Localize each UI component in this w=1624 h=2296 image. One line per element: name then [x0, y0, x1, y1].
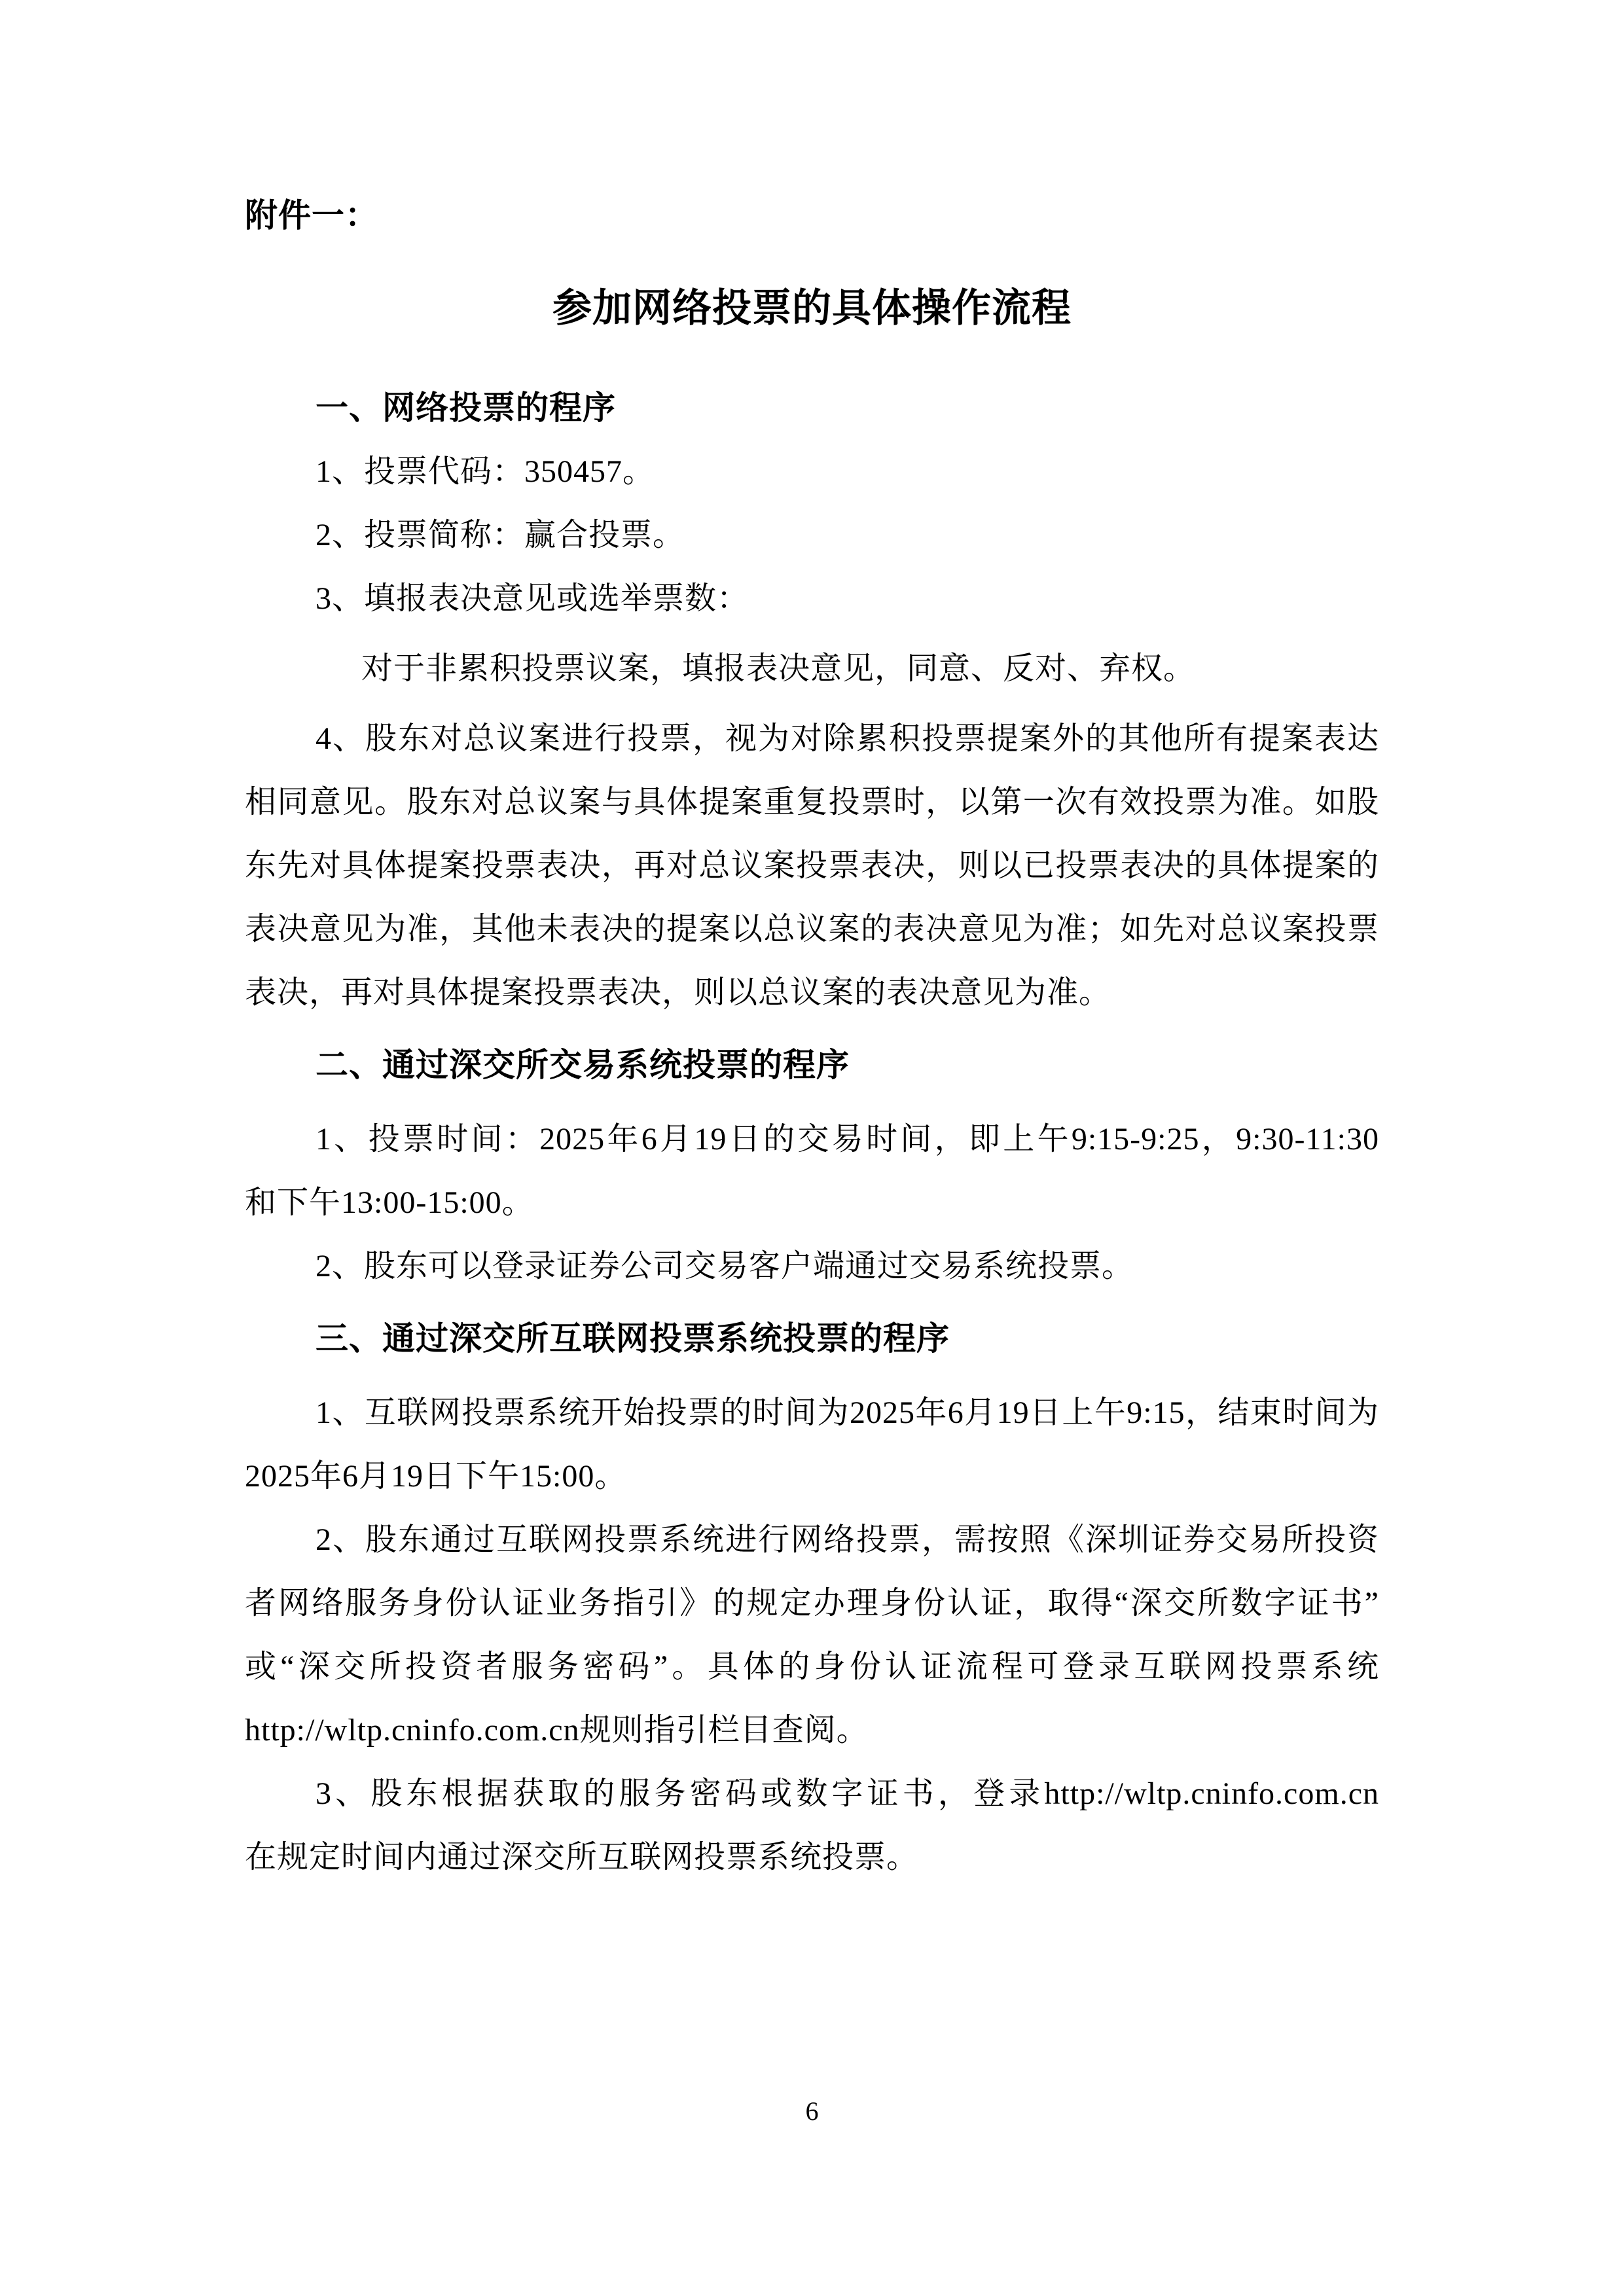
text-line: 1、投票时间：2025年6月19日的交易时间，即上午9:15-9:25，9:30-11:30 [316, 1122, 1379, 1157]
text-line: 3、填报表决意见或选举票数： [316, 581, 749, 616]
text-line: 3、股东根据获取的服务密码或数字证书，登录http://wltp.cninfo.com.cn [316, 1776, 1379, 1811]
text-line: 者网络服务身份认证业务指引》的规定办理身份认证，取得“深交所数字证书” [245, 1586, 1379, 1621]
attachment-label: 附件一： [245, 197, 378, 234]
document-body [245, 184, 1379, 1889]
text-line: 4、股东对总议案进行投票，视为对除累积投票提案外的其他所有提案表达 [316, 721, 1379, 756]
section-3-heading: 三、通过深交所互联网投票系统投票的程序 [316, 1320, 950, 1357]
document-title: 参加网络投票的具体操作流程 [552, 287, 1072, 330]
text-line: 1、互联网投票系统开始投票的时间为2025年6月19日上午9:15，结束时间为 [316, 1395, 1379, 1430]
text-line: 东先对具体提案投票表决，再对总议案投票表决，则以已投票表决的具体提案的 [245, 848, 1379, 883]
text-line: 对于非累积投票议案，填报表决意见，同意、反对、弃权。 [361, 651, 1196, 686]
text-line: 和下午13:00-15:00。 [245, 1185, 534, 1220]
text-line: 1、投票代码：350457。 [316, 454, 655, 489]
section-2-heading: 二、通过深交所交易系统投票的程序 [316, 1047, 850, 1083]
text-line: 2、股东可以登录证券公司交易客户端通过交易系统投票。 [316, 1249, 1134, 1283]
text-line: 表决，再对具体提案投票表决，则以总议案的表决意见为准。 [245, 975, 1111, 1010]
text-line: 表决意见为准，其他未表决的提案以总议案的表决意见为准；如先对总议案投票 [245, 912, 1379, 946]
text-line: 2、投票简称：赢合投票。 [316, 518, 685, 552]
text-line: 或“深交所投资者服务密码”。具体的身份认证流程可登录互联网投票系统 [245, 1649, 1379, 1684]
text-line: 在规定时间内通过深交所互联网投票系统投票。 [245, 1840, 919, 1874]
text-line: 2025年6月19日下午15:00。 [245, 1459, 627, 1494]
page-number: 6 [805, 2096, 819, 2126]
section-1-heading: 一、网络投票的程序 [316, 389, 616, 426]
text-line: 相同意见。股东对总议案与具体提案重复投票时，以第一次有效投票为准。如股 [245, 785, 1379, 819]
text-line: 2、股东通过互联网投票系统进行网络投票，需按照《深圳证券交易所投资 [316, 1522, 1379, 1557]
text-line: http://wltp.cninfo.com.cn规则指引栏目查阅。 [245, 1713, 869, 1748]
